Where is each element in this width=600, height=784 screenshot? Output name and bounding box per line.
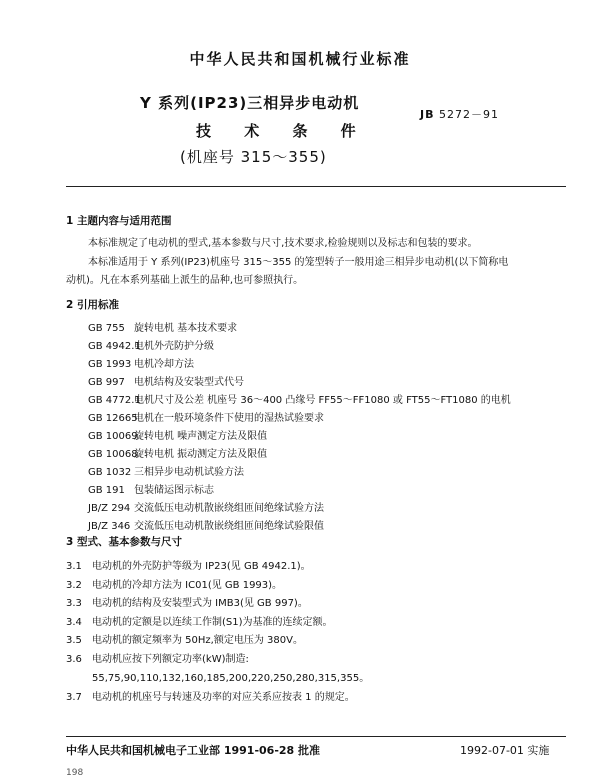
clause-item: [66, 613, 333, 628]
reference-title: 旋转电机 噪声测定方法及限值: [134, 431, 268, 442]
clause-text: 电动机的额定频率为 50Hz,额定电压为 380V。: [92, 635, 303, 646]
standard-code: 5272－91: [438, 108, 499, 121]
reference-code: GB 4942.1: [88, 341, 141, 352]
doc-title-line3: (机座号 315～355): [180, 148, 327, 166]
clause-text: 电动机的机座号与转速及功率的对应关系应按表 1 的规定。: [92, 692, 355, 703]
reference-title: 旋转电机 基本技术要求: [134, 323, 238, 334]
clause-text: 电动机的外壳防护等级为 IP23(见 GB 4942.1)。: [92, 561, 311, 572]
page-number: 198: [66, 768, 84, 778]
org-title: 中华人民共和国机械行业标准: [189, 50, 411, 68]
clause-item: [66, 688, 355, 703]
clause-item: [66, 576, 282, 591]
reference-item: [88, 392, 511, 410]
reference-code: GB 4772.1: [88, 395, 141, 406]
reference-code: GB 191: [88, 485, 125, 496]
reference-title: 电机结构及安装型式代号: [134, 377, 244, 388]
reference-title: 电机外壳防护分级: [134, 341, 214, 352]
standard-prefix: JB: [420, 108, 435, 121]
clause-item: [66, 650, 249, 665]
clause-item: [66, 594, 308, 609]
implementation-date: 1992-07-01 实施: [460, 744, 550, 757]
section1-para2-line2: 动机)。凡在本系列基础上派生的品种,也可参照执行。: [66, 275, 304, 286]
reference-code: GB 1032: [88, 467, 132, 478]
clause-item: [66, 631, 303, 646]
reference-title: 旋转电机 振动测定方法及限值: [134, 449, 268, 460]
reference-code: GB 10068: [88, 449, 138, 460]
section1-para2-line1: 本标准适用于 Y 系列(IP23)机座号 315～355 的笼型转子一般用途三相异步电动机(以下简称电: [88, 257, 509, 268]
doc-title-line2: 技 术 条 件: [196, 122, 370, 140]
standard-number: [420, 106, 499, 122]
clause-number: 3.6: [66, 654, 82, 665]
reference-item: [88, 500, 511, 518]
reference-code: JB/Z 346: [88, 521, 131, 532]
reference-list: [88, 320, 511, 536]
clause-number: 3.7: [66, 692, 82, 703]
reference-title: 包装储运图示标志: [134, 485, 214, 496]
reference-item: [88, 410, 511, 428]
reference-code: JB/Z 294: [88, 503, 131, 514]
reference-title: 三相异步电动机试验方法: [134, 467, 244, 478]
reference-item: [88, 428, 511, 446]
doc-title-line1: Y 系列(IP23)三相异步电动机: [140, 94, 360, 112]
reference-code: GB 997: [88, 377, 125, 388]
power-list: 55,75,90,110,132,160,185,200,220,250,280,315,355。: [92, 673, 370, 684]
footer-divider: [66, 736, 566, 737]
reference-item: [88, 464, 511, 482]
clause-number: 3.1: [66, 561, 82, 572]
reference-title: 电机冷却方法: [134, 359, 194, 370]
clause-number: 3.4: [66, 617, 82, 628]
reference-title: 电机在一般环境条件下使用的湿热试验要求: [134, 413, 324, 424]
reference-code: GB 1993: [88, 359, 132, 370]
clause-text: 电动机的冷却方法为 IC01(见 GB 1993)。: [92, 580, 283, 591]
clause-text: 电动机应按下列额定功率(kW)制造:: [92, 654, 249, 665]
reference-item: [88, 374, 511, 392]
approval-line: 中华人民共和国机械电子工业部 1991-06-28 批准: [66, 744, 321, 757]
reference-code: GB 10069: [88, 431, 138, 442]
clause-number: 3.2: [66, 580, 82, 591]
clause-text: 电动机的结构及安装型式为 IMB3(见 GB 997)。: [92, 598, 308, 609]
reference-item: [88, 338, 511, 356]
reference-title: 交流低压电动机散嵌绕组匝间绝缘试验限值: [134, 521, 324, 532]
section3-heading: 3 型式、基本参数与尺寸: [66, 536, 182, 548]
section2-heading: 2 引用标准: [66, 299, 119, 311]
clause-text: 电动机的定额是以连续工作制(S1)为基准的连续定额。: [92, 617, 333, 628]
reference-item: [88, 446, 511, 464]
clause-number: 3.3: [66, 598, 82, 609]
clause-item: [66, 557, 311, 572]
section1-para1: 本标准规定了电动机的型式,基本参数与尺寸,技术要求,检验规则以及标志和包装的要求。: [88, 238, 478, 249]
clause-number: 3.5: [66, 635, 82, 646]
reference-title: 电机尺寸及公差 机座号 36～400 凸缘号 FF55～FF1080 或 FT55～FT1080 的电机: [134, 395, 511, 406]
reference-item: [88, 320, 511, 338]
reference-item: [88, 356, 511, 374]
header-divider: [66, 186, 566, 187]
section1-heading: 1 主题内容与适用范围: [66, 215, 172, 227]
reference-code: GB 755: [88, 323, 125, 334]
reference-code: GB 12665: [88, 413, 138, 424]
reference-title: 交流低压电动机散嵌绕组匝间绝缘试验方法: [134, 503, 324, 514]
reference-item: [88, 482, 511, 500]
